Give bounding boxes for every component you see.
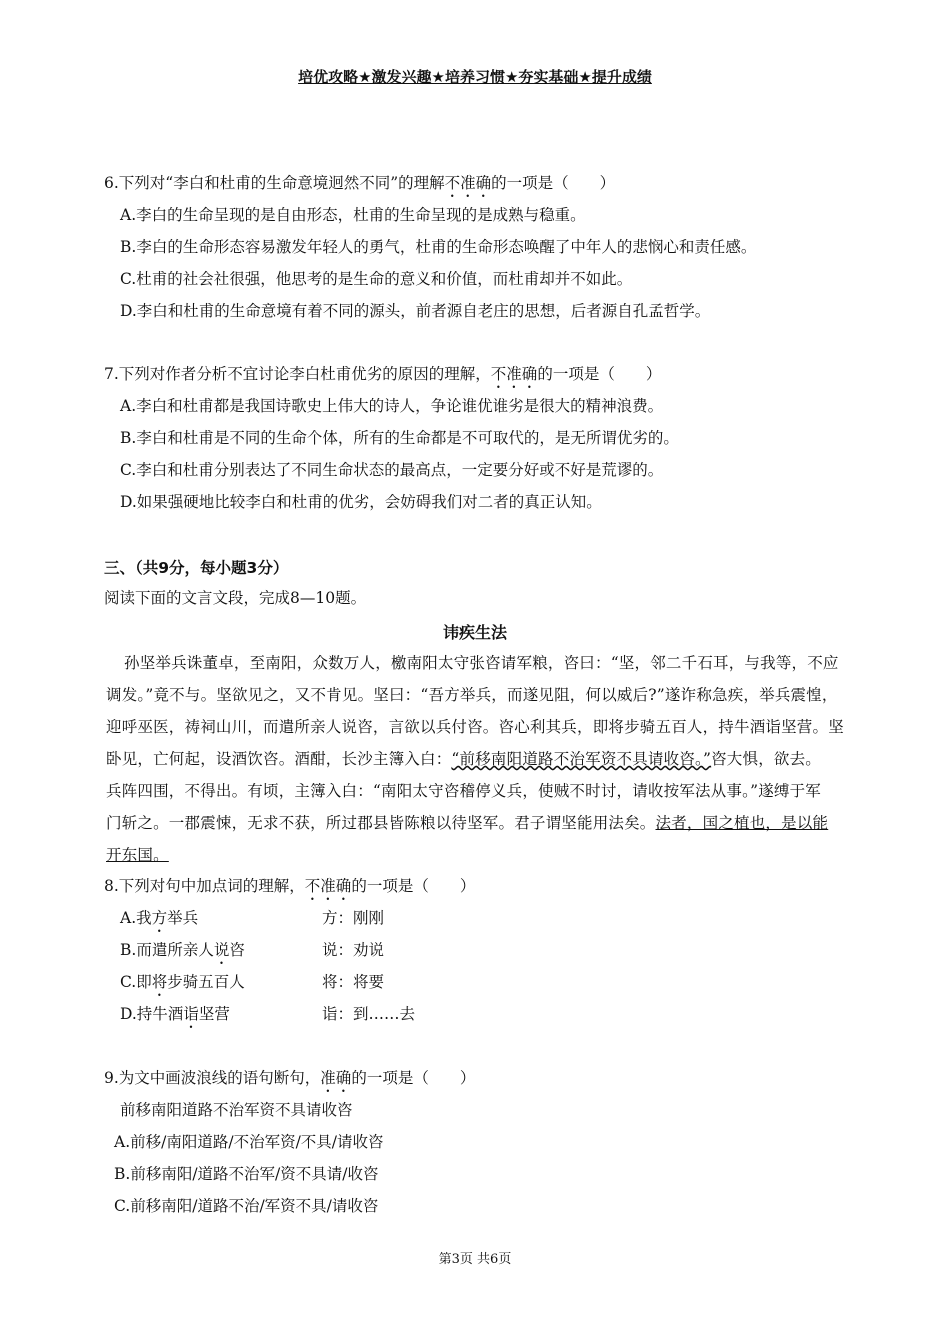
question-8-option-d: D.持牛酒诣坚营	[120, 1005, 230, 1023]
dotted-word: 诣	[183, 1005, 199, 1023]
page-footer: 第3页 共6页	[438, 1252, 512, 1267]
dotted-word: 说	[213, 941, 230, 959]
question-8-option-c: C.即将步骑五百人	[120, 973, 245, 991]
question-9-stem: 9.为文中画波浪线的语句断句，准确的一项是（ ）	[104, 1069, 476, 1087]
underlined-sentence: 开东国。	[106, 846, 169, 864]
question-7-option-b: B.李白和杜甫是不同的生命个体，所有的生命都是不可取代的，是无所谓优劣的。	[120, 429, 679, 447]
question-8-gloss-c: 将：将要	[322, 973, 385, 991]
section-intro: 阅读下面的文言文段，完成8—10题。	[104, 589, 367, 607]
underlined-sentence: 法者，国之植也，是以能	[655, 814, 829, 832]
question-6-option-c: C.杜甫的社会社很强，他思考的是生命的意义和价值，而杜甫却并不如此。	[120, 270, 633, 288]
question-6-stem: 6.下列对“李白和杜甫的生命意境迥然不同”的理解不准确的一项是（ ）	[104, 174, 616, 192]
question-8-gloss-d: 诣：到……去	[322, 1005, 416, 1023]
question-7-option-a: A.李白和杜甫都是我国诗歌史上伟大的诗人，争论谁优谁劣是很大的精神浪费。	[120, 397, 664, 415]
emphasis-text: 不准确	[444, 174, 492, 192]
passage-title: 讳疾生法	[442, 623, 507, 642]
passage-line	[106, 844, 169, 866]
passage-line: 迎呼巫医，祷祠山川，而遣所亲人说咨，言欲以兵付咨。咨心利其兵，即将步骑五百人，持牛酒诣坚营。坚	[106, 718, 844, 736]
wavy-underlined-sentence: “前移南阳道路不治军资不具请收咨。”	[451, 750, 712, 768]
question-7-option-d: D.如果强硬地比较李白和杜甫的优劣，会妨碍我们对二者的真正认知。	[120, 493, 602, 511]
passage-line: 门斩之。一郡震悚，无求不获，所过郡县皆陈粮以待坚军。君子谓坚能用法矣。法者，国之植也，是以能	[106, 814, 829, 832]
question-6-option-a: A.李白的生命呈现的是自由形态，杜甫的生命呈现的是成熟与稳重。	[120, 206, 586, 224]
passage-line: 调发。”竟不与。坚欲见之，又不肯见。坚曰：“吾方举兵，而遂见阻，何以威后?”遂诈称急疾，举兵震惶，	[106, 686, 838, 704]
passage-line: 兵阵四围，不得出。有顷，主簿入白：“南阳太守咨稽停义兵，使贼不时讨，请收按军法从事。”遂缚于军	[106, 782, 822, 800]
question-8-stem: 8.下列对句中加点词的理解，不准确的一项是（ ）	[104, 877, 476, 895]
page-header: 培优攻略★激发兴趣★培养习惯★夯实基础★提升成绩	[298, 68, 652, 86]
question-6-option-b: B.李白的生命形态容易激发年轻人的勇气，杜甫的生命形态唤醒了中年人的悲悯心和责任感。	[120, 238, 757, 256]
dotted-word: 将	[151, 973, 168, 991]
passage-line: 孙坚举兵诛董卓，至南阳，众数万人，檄南阳太守张咨请军粮，咨曰：“坚，邻二千石耳，与我等，不应	[124, 654, 839, 672]
emphasis-text: 不准确	[304, 877, 352, 895]
question-8-gloss-a: 方：刚刚	[322, 909, 385, 927]
question-9-option-a: A.前移/南阳道路/不治军资/不具/请收咨	[114, 1133, 384, 1151]
question-8-option-a: A.我方举兵	[120, 909, 199, 927]
question-8-gloss-b: 说：劝说	[322, 941, 385, 959]
question-9-option-c: C.前移南阳/道路不治/军资不具/请收咨	[114, 1197, 379, 1215]
question-7-option-c: C.李白和杜甫分别表达了不同生命状态的最高点，一定要分好或不好是荒谬的。	[120, 461, 664, 479]
question-7-stem: 7.下列对作者分析不宜讨论李白杜甫优劣的原因的理解，不准确的一项是（ ）	[104, 365, 662, 383]
question-9-option-b: B.前移南阳/道路不治军/资不具请/收咨	[114, 1165, 379, 1183]
passage-line: 卧见，亡何起，设酒饮咨。酒酣，长沙主簿入白：“前移南阳道路不治军资不具请收咨。”咨大惧，欲去。	[106, 750, 822, 768]
question-8-option-b: B.而遣所亲人说咨	[120, 941, 245, 959]
question-6-option-d: D.李白和杜甫的生命意境有着不同的源头，前者源自老庄的思想，后者源自孔孟哲学。	[120, 302, 711, 320]
dotted-word: 方	[151, 909, 168, 927]
question-9-sentence: 前移南阳道路不治军资不具请收咨	[120, 1101, 353, 1119]
emphasis-text: 不准确	[490, 365, 538, 383]
emphasis-text: 准确	[320, 1069, 352, 1087]
section-heading: 三、（共9分，每小题3分）	[104, 559, 289, 577]
